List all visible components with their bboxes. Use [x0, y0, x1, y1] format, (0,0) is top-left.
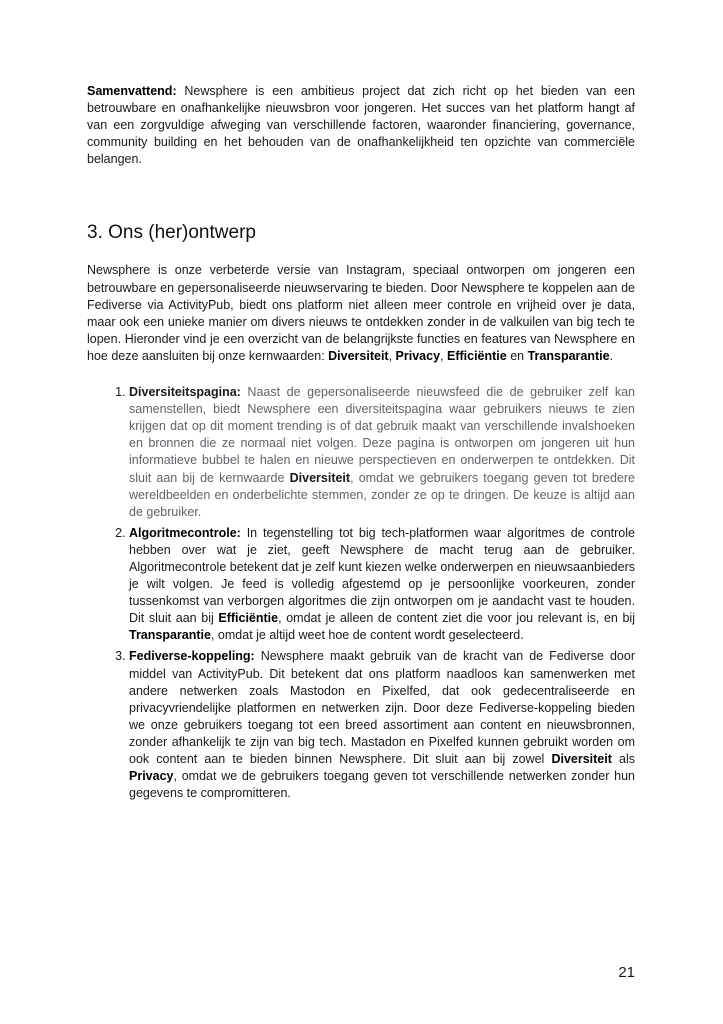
feature-label: Diversiteitspagina:	[129, 385, 241, 400]
feature-keyword: Efficiëntie	[218, 611, 279, 626]
value-privacy: Privacy	[395, 348, 441, 363]
intro-separator: ,	[440, 348, 447, 363]
feature-keyword: Diversiteit	[289, 470, 351, 485]
feature-text: Naast de gepersonaliseerde nieuwsfeed die de gebruiker zelf kan samenstellen, biedt Newsphere een diversiteitspagina waar gebruikers nieuws te zien krijgen dat op dit moment trending is of dat gebruik maakt van verschillende invalshoeken en bronnen die ze normaal niet volgen. Deze pagina is ontworpen om jongeren uit hun informatieve bubbel te halen en nieuwe perspectieven en onderwerpen te ontdekken. Dit sluit aan bij de kernwaarde	[129, 385, 635, 485]
feature-text: , omdat we gebruikers toegang geven tot bredere wereldbeelden en onderbelichte stemmen, zonder ze op te dringen. De keuze is altijd aan de gebruiker.	[129, 470, 635, 519]
summary-paragraph	[87, 83, 635, 168]
value-efficientie: Efficiëntie	[446, 348, 507, 363]
page-content	[87, 83, 635, 806]
feature-keyword: Diversiteit	[551, 752, 612, 766]
feature-text: , omdat we de gebruikers toegang geven tot verschillende netwerken zonder hun gegevens te compromitteren.	[129, 769, 635, 801]
feature-item-algoritmecontrole	[129, 525, 635, 645]
feature-text: als	[611, 752, 636, 766]
feature-list	[87, 384, 635, 802]
value-diversiteit: Diversiteit	[328, 348, 389, 363]
intro-separator: ,	[388, 348, 396, 363]
feature-label: Fediverse-koppeling:	[129, 649, 255, 664]
section-heading: 3. Ons (her)ontwerp	[87, 222, 256, 244]
feature-item-diversiteitspagina	[129, 384, 635, 521]
feature-keyword: Transparantie	[129, 628, 211, 643]
feature-text: Newsphere maakt gebruik van de kracht van de Fediverse door middel van ActivityPub. Dit betekent dat ons platform naadloos kan samenwerken met andere netwerken zoals Mastodon en Pixelfed, dat ook gedecentraliseerde en privacyvriendelijke platformen en netwerken zijn. Door deze Fediverse-koppeling bieden we onze gebruikers toegang tot een breed assortiment aan content en nieuwsbronnen, zonder afhankelijk te zijn van big tech. Mastadon en Pixelfed kunnen gebruikt worden om ook content aan te bieden binnen Newsphere. Dit sluit aan bij zowel	[129, 649, 635, 766]
intro-end: .	[609, 348, 614, 363]
intro-text: Newsphere is onze verbeterde versie van Instagram, speciaal ontworpen om jongeren een betrouwbare en gepersonaliseerde nieuwservaring te bieden. Door Newsphere te koppelen aan de Fediverse via ActivityPub, biedt ons platform niet alleen meer controle en vrijheid over je data, maar ook een unieke manier om divers nieuws te ontdekken zonder in de valkuilen van big tech te lopen. Hieronder vind je een overzicht van de belangrijkste functies en features van Newsphere en hoe deze aansluiten bij onze kernwaarden:	[87, 263, 635, 363]
feature-item-fediverse-koppeling	[129, 648, 635, 802]
feature-label: Algoritmecontrole:	[129, 525, 241, 540]
intro-separator: en	[506, 348, 528, 363]
intro-paragraph	[87, 262, 635, 365]
feature-text: , omdat je altijd weet hoe de content wordt geselecteerd.	[210, 628, 524, 643]
feature-text: In tegenstelling tot big tech-platformen waar algoritmes de controle hebben over wat je ziet, geeft Newsphere de macht terug aan de gebruiker. Algoritmecontrole betekent dat je zelf kunt kiezen welke onderwerpen en nieuwsaanbieders je wilt volgen. Je feed is volledig afgestemd op je persoonlijke voorkeuren, zonder tussenkomst van verborgen algoritmes die zijn ontworpen om je aandacht vast te houden. Dit sluit aan bij	[129, 525, 635, 626]
feature-keyword: Privacy	[129, 769, 174, 784]
summary-label: Samenvattend:	[87, 84, 177, 98]
feature-text: , omdat je alleen de content ziet die voor jou relevant is, en bij	[278, 611, 635, 626]
value-transparantie: Transparantie	[527, 348, 610, 363]
summary-text: Newsphere is een ambitieus project dat zich richt op het bieden van een betrouwbare en onafhankelijke nieuwsbron voor jongeren. Het succes van het platform hangt af van een zorgvuldige afweging van verschillende factoren, waaronder financiering, governance, community building en het behouden van de onafhankelijkheid ten opzichte van commerciële belangen.	[87, 84, 635, 167]
page-number: 21	[618, 964, 635, 981]
